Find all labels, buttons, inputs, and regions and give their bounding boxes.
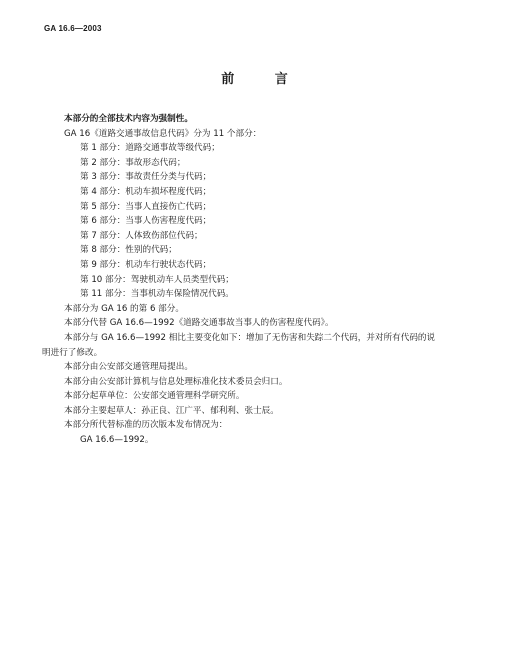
mandatory-statement: 本部分的全部技术内容为强制性。 [64, 114, 193, 124]
drafted-by-paragraph: 本部分起草单位：公安部交通管理科学研究所。 [64, 391, 245, 402]
part-list-item: 第 1 部分：道路交通事故等级代码； [80, 143, 220, 154]
replaces-paragraph: 本部分代替 GA 16.6—1992《道路交通事故当事人的伤害程度代码》。 [64, 318, 334, 329]
part-list-item: 第 11 部分：当事机动车保险情况代码。 [80, 289, 234, 300]
part-list-item: 第 9 部分：机动车行驶状态代码； [80, 259, 212, 270]
part-list-item: 第 8 部分：性别的代码； [80, 245, 177, 256]
drafters-paragraph: 本部分主要起草人：孙正良、江广平、郁利利、张士辰。 [64, 405, 279, 416]
history-paragraph: 本部分所代替标准的历次版本发布情况为： [64, 420, 228, 431]
foreword-body [42, 112, 464, 448]
part-list-item: 第 4 部分：机动车损坏程度代码； [80, 186, 212, 197]
intro-paragraph: GA 16《道路交通事故信息代码》分为 11 个部分： [64, 128, 262, 139]
part-list-item: 第 10 部分：驾驶机动车人员类型代码； [80, 274, 234, 285]
previous-version: GA 16.6—1992。 [80, 435, 154, 446]
part-list-item: 第 5 部分：当事人直接伤亡代码； [80, 201, 212, 212]
part-list-item: 第 3 部分：事故责任分类与代码； [80, 172, 212, 183]
part-list-item: 第 2 部分：事故形态代码； [80, 157, 186, 168]
part-list-item: 第 6 部分：当事人伤害程度代码； [80, 216, 212, 227]
changes-paragraph: 本部分与 GA 16.6—1992 相比主要变化如下：增加了无伤害和失踪二个代码，并对所有代码的说 [64, 332, 436, 343]
page-title: 前 言 [221, 72, 306, 87]
this-part-paragraph: 本部分为 GA 16 的第 6 部分。 [64, 303, 184, 314]
changes-paragraph-continued: 明进行了修改。 [42, 347, 103, 358]
standard-code: GA 16.6—2003 [44, 24, 102, 33]
proposed-by-paragraph: 本部分由公安部交通管理局提出。 [64, 362, 193, 373]
part-list-item: 第 7 部分：人体致伤部位代码； [80, 230, 203, 241]
centralized-by-paragraph: 本部分由公安部计算机与信息处理标准化技术委员会归口。 [64, 376, 288, 387]
